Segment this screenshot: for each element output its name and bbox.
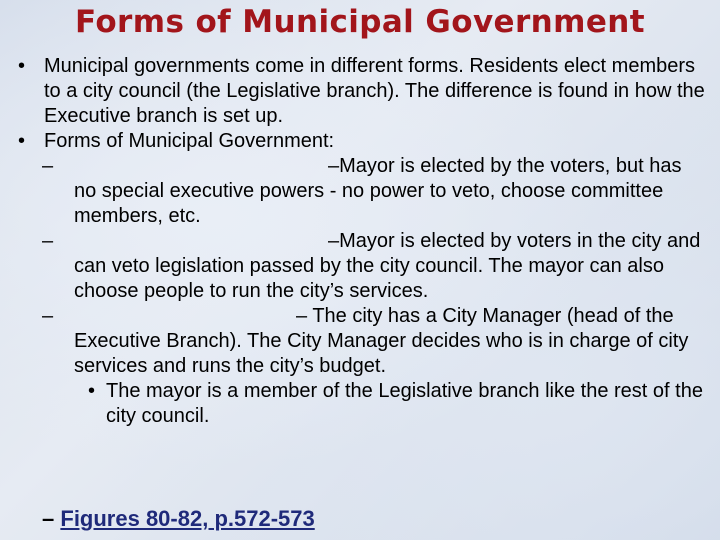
form-item-1-text: –Mayor is elected by the voters, but has no special executive powers - no power to veto, choose committee members, etc. — [74, 155, 682, 227]
sub-bullet-text: The mayor is a member of the Legislative branch like the rest of the city council. — [106, 380, 703, 427]
bullet-forms — [16, 129, 706, 154]
bullet-intro — [16, 54, 706, 129]
bullet-icon: • — [18, 55, 26, 77]
dash-icon: – — [42, 230, 54, 252]
bullet-intro-text: Municipal governments come in different forms. Residents elect members to a city council (the Legislative branch). The difference is found in how the Executive branch is set up. — [44, 55, 705, 127]
dash-icon: – — [42, 155, 54, 177]
form-item-3 — [16, 304, 706, 379]
bullet-icon: • — [18, 130, 26, 152]
slide-body — [16, 54, 706, 429]
sub-bullet — [16, 379, 706, 429]
bullet-forms-text: Forms of Municipal Government: — [44, 130, 335, 152]
figures-reference — [42, 506, 315, 532]
figures-link[interactable]: Figures 80-82, p.572-573 — [60, 506, 315, 531]
dash-icon: – — [42, 305, 54, 327]
slide-title: Forms of Municipal Government — [75, 4, 645, 40]
form-item-2 — [16, 229, 706, 304]
figures-dash: – — [42, 506, 55, 531]
bullet-icon: • — [88, 380, 96, 402]
form-item-2-text: –Mayor is elected by voters in the city and can veto legislation passed by the city council. The mayor can also choose people to run the city’s services. — [74, 230, 701, 302]
form-item-1 — [16, 154, 706, 229]
form-item-3-text: – The city has a City Manager (head of the Executive Branch). The City Manager decides who is in charge of city services and runs the city’s budget. — [74, 305, 689, 377]
